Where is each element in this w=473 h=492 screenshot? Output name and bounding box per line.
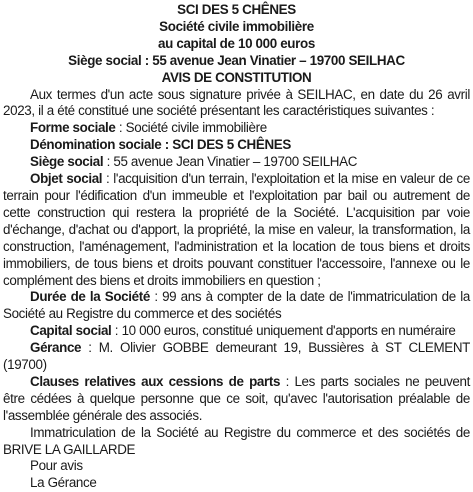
field-label: Forme sociale: [30, 120, 116, 136]
field-value: l'acquisition d'un terrain, l'exploitation et la mise en valeur de ce terrain pour l'édification d'un immeuble et l'exploitation par bail ou autrement de cette construction qui restera la propriété de la Société. L'acquisition par voie d'échange, d'achat ou d'apport, la propriété, la mise en valeur, la transformation, la construction, l'aménagement, l'administration et la location de tous biens et droits immobiliers, de tous biens et droits pouvant constituer l'accessoire, l'annexe ou le complément des biens et droits immobiliers en question ;: [3, 171, 470, 288]
field-label: Gérance: [30, 340, 82, 356]
field-separator: :: [102, 171, 114, 187]
field-separator: :: [103, 154, 114, 170]
notice-title: AVIS DE CONSTITUTION: [161, 69, 312, 85]
field-objet-social: [3, 171, 470, 289]
field-label: Dénomination sociale: [30, 137, 162, 153]
field-clauses-cessions: [3, 374, 470, 425]
closing-line: Pour avis: [30, 458, 83, 474]
field-value: Les parts sociales ne peuvent être cédées à quelque personne que ce soit, qu'avec l'autorisation préalable de l'assemblée générale des associés.: [3, 373, 470, 423]
field-value: M. Olivier GOBBE demeurant 19, Bussières à ST CLEMENT (19700): [3, 340, 470, 373]
capital-line: au capital de 10 000 euros: [158, 35, 315, 51]
field-label: Clauses relatives aux cessions de parts: [30, 373, 281, 389]
field-label: Capital social: [30, 323, 112, 339]
field-separator: :: [149, 289, 163, 305]
field-duree: [3, 289, 470, 323]
field-siege-social: [3, 154, 470, 171]
notice-header: [3, 2, 470, 87]
field-separator: :: [115, 120, 126, 136]
field-separator: :: [111, 323, 122, 339]
field-separator: :: [161, 137, 173, 153]
head-office-line: Siège social : 55 avenue Jean Vinatier – 19700 SEILHAC: [68, 52, 405, 68]
field-label: Durée de la Société: [30, 289, 150, 305]
field-capital-social: [3, 323, 470, 340]
field-value: 10 000 euros, constitué uniquement d'apports en numéraire: [121, 323, 456, 339]
registration-paragraph: Immatriculation de la Société au Registre du commerce et des sociétés de BRIVE LA GAILLARDE: [3, 424, 470, 457]
field-forme-sociale: [3, 120, 470, 137]
field-label: Objet social: [30, 171, 103, 187]
company-type: Société civile immobilière: [159, 18, 314, 34]
field-value: 55 avenue Jean Vinatier – 19700 SEILHAC: [113, 154, 358, 170]
field-separator: :: [81, 340, 99, 356]
field-value: 99 ans à compter de la date de l'immatriculation de la Société au Registre du commerce et des sociétés: [3, 289, 470, 322]
field-label: Siège social: [30, 154, 104, 170]
field-value: Société civile immobilière: [125, 120, 267, 136]
company-name: SCI DES 5 CHÊNES: [177, 2, 296, 17]
field-gerance: [3, 340, 470, 374]
field-value: SCI DES 5 CHÊNES: [172, 137, 291, 153]
field-denomination-sociale: [3, 137, 470, 154]
intro-paragraph: Aux termes d'un acte sous signature privée à SEILHAC, en date du 26 avril 2023, il a été constitué une société présentant les caractéristiques suivantes :: [3, 86, 470, 119]
field-separator: :: [280, 373, 295, 389]
signature-line: La Gérance: [30, 475, 97, 491]
